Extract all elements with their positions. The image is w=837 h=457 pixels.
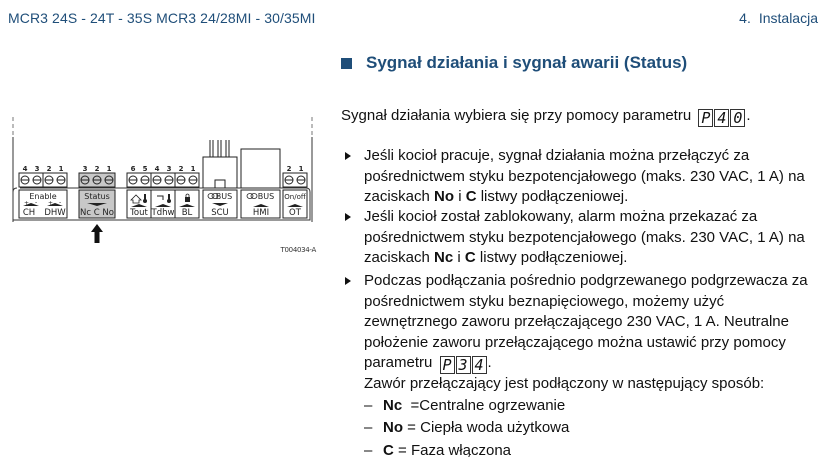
- bullet-text-pre: Jeśli kocioł został zablokowany, alarm można przekazać za pośrednictwem styku bezpotencjałowego (maks. 230 VAC, 1 A) na zaciskach: [364, 208, 805, 266]
- param-digit: 0: [730, 109, 745, 127]
- dash-key: No: [383, 419, 403, 436]
- intro-paragraph: [341, 105, 751, 127]
- dash-item-nc: [364, 395, 821, 418]
- dash-marker: –: [364, 441, 373, 457]
- square-bullet-icon: [341, 58, 352, 69]
- dash-sep: =: [402, 396, 420, 414]
- svg-text:Nc C No: Nc C No: [80, 208, 114, 218]
- section-title-text: Sygnał działania i sygnał awarii (Status): [366, 53, 688, 72]
- dash-key: C: [383, 441, 394, 457]
- dash-item-c: [364, 440, 821, 457]
- parameter-display-p40: [698, 109, 746, 127]
- bullet-text-mid: i: [454, 188, 466, 205]
- bullet-item-2: [341, 207, 821, 269]
- svg-text:+: +: [24, 200, 30, 207]
- svg-text:3: 3: [34, 165, 40, 173]
- parameter-display-p34: [440, 356, 488, 374]
- dash-sep: =: [393, 441, 411, 457]
- param-digit: 4: [472, 356, 487, 374]
- svg-text:Tdhw: Tdhw: [151, 208, 175, 218]
- dash-key: Nc: [383, 396, 403, 414]
- chapter-number: 4.: [739, 10, 751, 26]
- param-digit: P: [440, 356, 455, 374]
- svg-text:3: 3: [82, 165, 88, 173]
- svg-text:DHW: DHW: [44, 208, 66, 218]
- svg-text:Enable: Enable: [29, 192, 57, 201]
- svg-text:BUS: BUS: [215, 192, 233, 201]
- bullet-text-post: listwy podłączeniowej.: [476, 188, 629, 205]
- svg-text:4: 4: [154, 165, 160, 173]
- dash-item-no: [364, 417, 821, 440]
- intro-text: Sygnał działania wybiera się przy pomocy parametru: [341, 107, 692, 124]
- svg-text:OT: OT: [289, 208, 301, 218]
- svg-text:2: 2: [286, 165, 292, 173]
- up-arrow-icon: [91, 224, 103, 243]
- svg-text:-: -: [59, 199, 62, 206]
- bullet-period: .: [487, 354, 492, 371]
- bullet-text: [364, 207, 821, 269]
- svg-text:+: +: [48, 200, 54, 207]
- svg-text:2: 2: [94, 165, 100, 173]
- dash-value: Ciepła woda użytkowa: [420, 419, 570, 436]
- svg-text:2: 2: [178, 165, 184, 173]
- svg-text:Tout: Tout: [130, 208, 148, 218]
- bullet-text-post: listwy podłączeniowej.: [475, 249, 628, 266]
- dash-marker: –: [364, 396, 373, 414]
- section-title: [341, 53, 687, 73]
- document-header-chapter: [739, 10, 818, 26]
- bullet-text: [364, 271, 821, 374]
- svg-text:HMI: HMI: [252, 208, 270, 218]
- valve-connection-intro: Zawór przełączający jest podłączony w następujący sposób:: [364, 375, 765, 392]
- dash-marker: –: [364, 419, 373, 436]
- bullet-text-mid: i: [453, 249, 465, 266]
- intro-period: .: [746, 107, 751, 124]
- triangle-bullet-icon: [345, 277, 351, 285]
- svg-text:BL: BL: [181, 208, 193, 218]
- document-header-model: MCR3 24S - 24T - 35S MCR3 24/28MI - 30/35MI: [8, 10, 316, 26]
- bullet-item-3: [341, 271, 821, 457]
- param-digit: 3: [456, 356, 471, 374]
- bullet-text-pre: Podczas podłączania pośrednio podgrzewanego podgrzewacza za pośrednictwem styku beznapięciowego, możemy użyć zewnętrznego zaworu przełączającego 230 VAC, 1 A. Neutralne położenie zaworu przełączającego można ustawić przy pomocy parametru: [364, 272, 808, 371]
- bullet-text: [364, 146, 821, 208]
- dash-sep: =: [403, 419, 421, 436]
- svg-text:T004034-A: T004034-A: [280, 246, 316, 254]
- terminal-nc-label: Nc: [434, 249, 454, 266]
- bullet-text-pre: Jeśli kocioł pracuje, sygnał działania można przełączyć za pośrednictwem styku bezpotencjałowego (maks. 230 VAC, 1 A) na zaciskach: [364, 147, 805, 205]
- param-digit: 4: [714, 109, 729, 127]
- terminal-no-label: No: [434, 188, 455, 205]
- terminal-strip-diagram: [0, 110, 330, 260]
- svg-text:5: 5: [142, 165, 148, 173]
- svg-text:-: -: [35, 199, 38, 206]
- svg-text:SCU: SCU: [211, 208, 229, 218]
- svg-text:BUS: BUS: [257, 192, 275, 201]
- svg-text:Status: Status: [84, 192, 110, 201]
- bullet-item-1: [341, 146, 821, 208]
- svg-text:4: 4: [22, 165, 28, 173]
- svg-text:6: 6: [130, 165, 136, 173]
- svg-text:1: 1: [190, 165, 196, 173]
- svg-text:3: 3: [166, 165, 172, 173]
- triangle-bullet-icon: [345, 152, 351, 160]
- terminal-c-label: C: [464, 249, 476, 266]
- svg-text:2: 2: [46, 165, 52, 173]
- dash-value: Centralne ogrzewanie: [419, 396, 566, 414]
- triangle-bullet-icon: [345, 213, 351, 221]
- terminal-c-label: C: [465, 188, 477, 205]
- dash-value: Faza włączona: [410, 441, 512, 457]
- svg-text:On/off: On/off: [284, 193, 306, 201]
- svg-text:1: 1: [106, 165, 112, 173]
- svg-text:1: 1: [58, 165, 64, 173]
- svg-text:CH: CH: [22, 208, 36, 218]
- chapter-title: Instalacja: [758, 10, 818, 26]
- param-digit: P: [698, 109, 713, 127]
- svg-text:1: 1: [298, 165, 304, 173]
